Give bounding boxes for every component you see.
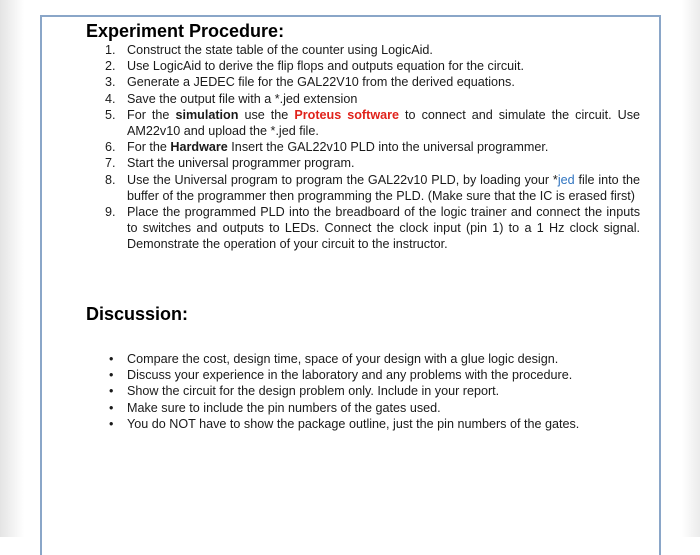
right-page-shadow [682,0,700,537]
step-text [127,139,640,155]
step-text-part: use the [238,107,295,122]
step-text: Generate a JEDEC file for the GAL22V10 from the derived equations. [127,75,515,90]
step-text-part: to connect and simulate the circuit. Use AM22v10 and upload the *.jed file. [127,107,640,139]
step-text-part: file into the buffer of the programmer then programming the PLD. (Make sure that the IC is erased first) [127,172,640,203]
bullet-point: • [109,368,114,383]
step-item [105,107,640,139]
left-page-shadow [0,0,24,537]
step-number: 9. [105,205,116,220]
simulation-keyword: simulation [175,107,239,122]
step-item [105,58,640,74]
step-text: Use LogicAid to derive the flip flops and outputs equation for the circuit. [127,59,524,74]
step-text-part: Insert the GAL22v10 PLD into the universal programmer. [227,140,549,155]
step-number: 7. [105,156,116,171]
step-text: Save the output file with a *.jed extension [127,91,358,106]
step-text-part: For the [127,140,171,155]
step-text-part: Use the Universal program to program the GAL22v10 PLD, by loading your * [127,172,558,187]
step-number: 6. [105,140,116,155]
step-item [105,155,640,171]
discussion-list [105,351,640,432]
procedure-steps-list [105,42,640,253]
discussion-item [105,367,640,383]
bullet-point: • [109,416,114,431]
discussion-item [105,400,640,416]
bullet-point: • [109,400,114,415]
discussion-text: Make sure to include the pin numbers of the gates used. [127,400,441,415]
hardware-keyword: Hardware [170,140,228,155]
step-text-part: For the [127,107,176,122]
step-number: 2. [105,59,116,74]
step-item [105,74,640,90]
step-item [105,172,640,204]
step-number: 3. [105,75,116,90]
discussion-text: You do NOT have to show the package outline, just the pin numbers of the gates. [127,416,580,431]
discussion-item [105,383,640,399]
discussion-text: Compare the cost, design time, space of your design with a glue logic design. [127,352,559,366]
step-item [105,91,640,107]
step-number: 5. [105,107,116,122]
step-text: Place the programmed PLD into the breadboard of the logic trainer and connect the inputs to switches and outputs to LEDs. Connect the clock input (pin 1) to a 1 Hz clock signal. Demonstrate the operation of your circuit to the instructor. [127,205,640,252]
step-item [105,139,640,155]
step-number: 8. [105,172,116,187]
proteus-software-highlight: Proteus software [294,107,400,122]
discussion-text: Show the circuit for the design problem only. Include in your report. [127,384,500,399]
step-item [105,204,640,253]
step-text [127,172,640,204]
procedure-heading: Experiment Procedure: [86,21,285,41]
jed-highlight: jed [557,172,575,187]
bullet-point: • [109,352,114,366]
discussion-item [105,351,640,367]
step-item [105,42,640,58]
discussion-text: Discuss your experience in the laboratory and any problems with the procedure. [127,368,573,383]
step-text: Start the universal programmer program. [127,156,355,171]
discussion-heading: Discussion: [86,304,189,324]
discussion-item [105,416,640,432]
step-text: Construct the state table of the counter using LogicAid. [127,43,433,57]
step-text [127,107,640,139]
bullet-point: • [109,384,114,399]
step-number: 1. [105,43,116,57]
step-number: 4. [105,91,116,106]
